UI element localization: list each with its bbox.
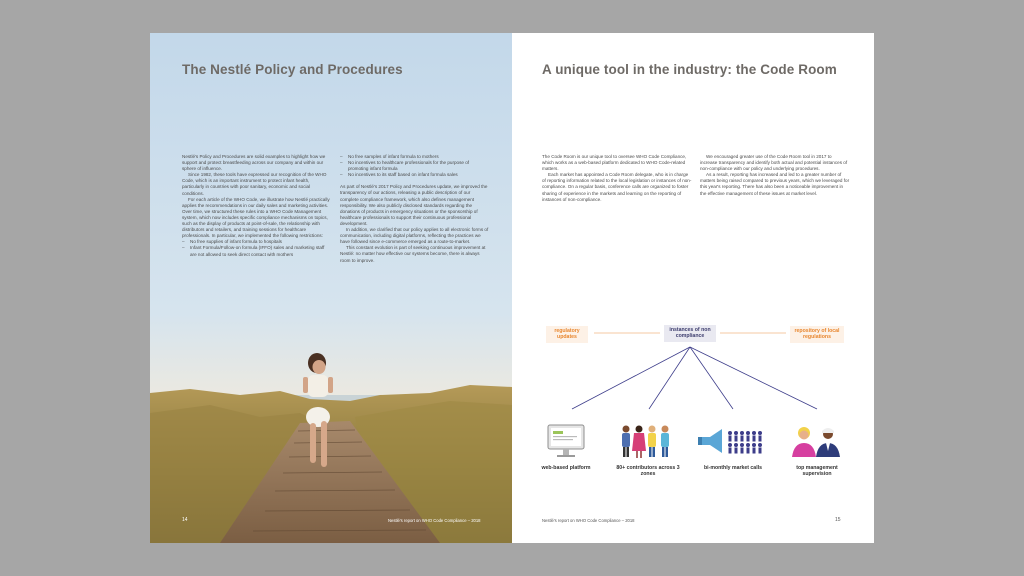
item-caption: web-based platform: [541, 465, 591, 471]
page-number: 14: [182, 517, 188, 523]
page-number: 15: [835, 517, 841, 523]
item-caption: bi-monthly market calls: [704, 465, 762, 471]
paragraph: The Code Room is our unique tool to oversee WHO Code Compliance, which works as a web-based platform dedicated to WHO Code-related matters.: [542, 154, 687, 172]
restrictions-list: [182, 239, 332, 257]
page-footer: Nestlé's report on WHO Code Compliance – 2018: [388, 518, 481, 523]
paragraph: Each market has appointed a Code Room delegate, who is in charge of reporting information related to the local legislation or instances of non-compliance. On a regular basis, conference calls are organized to foster sharing of experience in the markets and learning on the reporting of instances of non-compliance.: [542, 172, 692, 202]
list-item: – No free samples of infant formula to mothers: [340, 154, 490, 160]
page-title: A unique tool in the industry: the Code Room: [542, 62, 837, 77]
list-item: – No incentives to healthcare professionals for the purpose of promoting infant formula: [340, 160, 490, 172]
child-on-boardwalk-photo: [150, 33, 512, 543]
repository-of-local-regulations-tag: repository of local regulations: [790, 326, 844, 343]
list-item: – Infant Formula/Follow-on formula (IFFO) sales and marketing staff are not allowed to seek direct contact with mothers: [182, 245, 332, 257]
page-footer: Nestlé's report on WHO Code Compliance – 2018: [542, 518, 635, 523]
paragraph: As part of Nestlé's 2017 Policy and Procedures update, we improved the transparency of our actions, releasing a public description of our complete compliance framework, which also defines management responsibility. We also publicly disclosed standards regarding the donations of products in emergency situations or the sponsorship of healthcare professionals to support their continuous professional development.: [340, 184, 488, 226]
item-caption: 80+ contributors across 3 zones: [616, 465, 680, 478]
paragraph: In addition, we clarified that our policy applies to all electronic forms of communication, including digital platforms, reflecting the practices we have followed since e-commerce emerged as a route-to-market.: [340, 227, 489, 245]
paragraph: Since 1982, these tools have expressed our recognition of the WHO Code, which is an important instrument to protect infant health, particularly in countries with poor sanitary, economic and social conditions.: [182, 172, 327, 196]
list-item: – No incentives to its staff based on infant formula sales: [340, 172, 490, 178]
body-column-1: [182, 154, 332, 258]
paragraph: As a result, reporting has increased and led to a greater number of matters being raised compared to previous years, which we leveraged for this year's reporting. There has also been a noticeable improvement in the effective management of these issues at market level.: [700, 172, 850, 196]
right-page: [512, 33, 874, 543]
restrictions-list: [340, 154, 490, 178]
paragraph: We encouraged greater use of the Code Room tool in 2017 to increase transparency and identify both actual and potential instances of non-compliance with our policy and underlying procedures.: [700, 154, 848, 172]
page-title: The Nestlé Policy and Procedures: [182, 62, 403, 77]
paragraph: For each article of the WHO Code, we illustrate how Nestlé practically applies the recommendations in our daily sales and marketing activities. Over time, we structured these rules into a WHO Code Management system, which now includes specific compliance mechanisms on topics, such as the display of products at point-of-sale, the relationship with distributors and retailers, and training sessions for healthcare professionals. In particular, we implemented the following restrictions:: [182, 196, 330, 239]
body-column-2: [340, 154, 490, 264]
computer-monitor-icon: [546, 423, 586, 459]
regulatory-updates-tag: regulatory updates: [546, 326, 588, 343]
megaphone-icon: [698, 425, 768, 459]
people-group-icon: [618, 421, 678, 461]
left-page: [150, 33, 512, 543]
paragraph: This constant evolution is part of seeking continuous improvement at Nestlé: no matter how effective our systems become, there is always room to improve.: [340, 245, 486, 263]
paragraph: Nestlé's Policy and Procedures are solid examples to highlight how we support and protect breastfeeding across our company and within our sphere of influence.: [182, 154, 326, 172]
managers-icon: [790, 423, 846, 459]
instances-of-non-compliance-tag: instances of non compliance: [664, 325, 716, 342]
item-caption: top management supervision: [796, 465, 838, 478]
list-item: – No free supplies of infant formula to hospitals: [182, 239, 332, 245]
